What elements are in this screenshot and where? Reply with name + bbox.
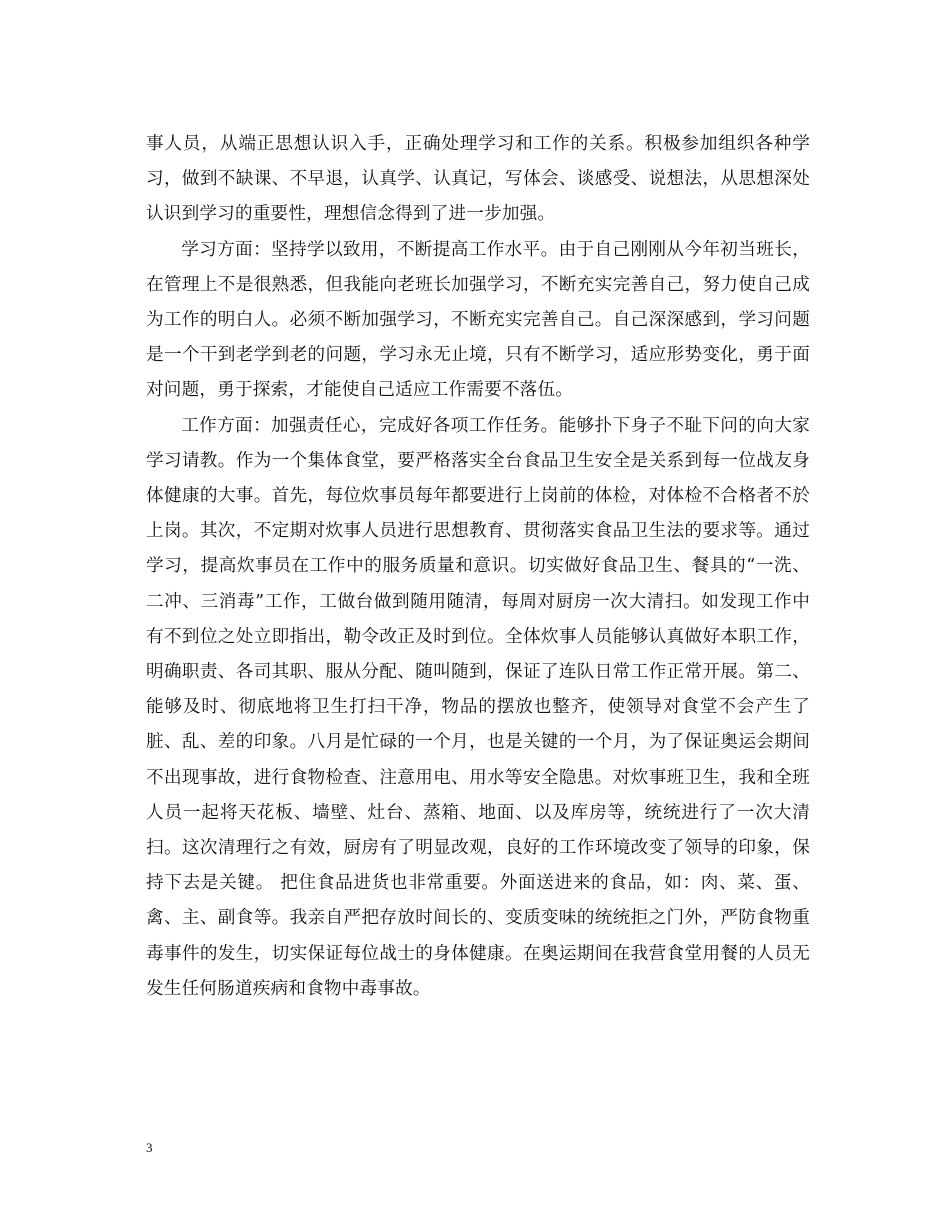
paragraph-1: 事人员，从端正思想认识入手，正确处理学习和工作的关系。积极参加组织各种学习，做到不缺课、不早退，认真学、认真记，写体会、谈感受、说想法，从思想深处认识到学习的重要性，理想信念得到了进一步加强。 [146,134,810,225]
page-number: 3 [146,1140,153,1155]
document-body [146,127,810,1007]
paragraph-3: 工作方面：加强责任心，完成好各项工作任务。能够扑下身子不耻下问的向大家学习请教。作为一个集体食堂，要严格落实全台食品卫生安全是关系到每一位战友身体健康的大事。首先，每位炊事员每年都要进行上岗前的体检，对体检不合格者不於上岗。其次，不定期对炊事人员进行思想教育、贯彻落实食品卫生法的要求等。通过学习，提高炊事员在工作中的服务质量和意识。切实做好食品卫生、餐具的“一洗、二冲、三消毒”工作，工做台做到随用随清，每周对厨房一次大清扫。如发现工作中有不到位之处立即指出，勒令改正及时到位。全体炊事人员能够认真做好本职工作，明确职责、各司其职、服从分配、随叫随到，保证了连队日常工作正常开展。第二、能够及时、彻底地将卫生打扫干净，物品的摆放也整齐，使领导对食堂不会产生了脏、乱、差的印象。八月是忙碌的一个月，也是关键的一个月，为了保证奥运会期间不出现事故，进行食物检查、注意用电、用水等安全隐患。对炊事班卫生，我和全班人员一起将天花板、墙壁、灶台、蒸箱、地面、以及库房等，统统进行了一次大清扫。这次清理行之有效，厨房有了明显改观，良好的工作环境改变了领导的印象，保持下去是关键。 把住食品进货也非常重要。外面送进来的食品，如：肉、菜、蛋、禽、主、副食等。我亲自严把存放时间长的、变质变味的统统拒之门外，严防食物重毒事件的发生，切实保证每位战士的身体健康。在奥运期间在我营食堂用餐的人员无发生任何肠道疾病和食物中毒事故。 [146,415,810,999]
paragraph-2: 学习方面：坚持学以致用，不断提高工作水平。由于自己刚刚从今年初当班长，在管理上不是很熟悉，但我能向老班长加强学习，不断充实完善自己，努力使自己成为工作的明白人。必须不断加强学习，不断充实完善自己。自己深深感到，学习问题是一个干到老学到老的问题，学习永无止境，只有不断学习，适应形势变化，勇于面对问题，勇于探索，才能使自己适应工作需要不落伍。 [146,239,810,401]
